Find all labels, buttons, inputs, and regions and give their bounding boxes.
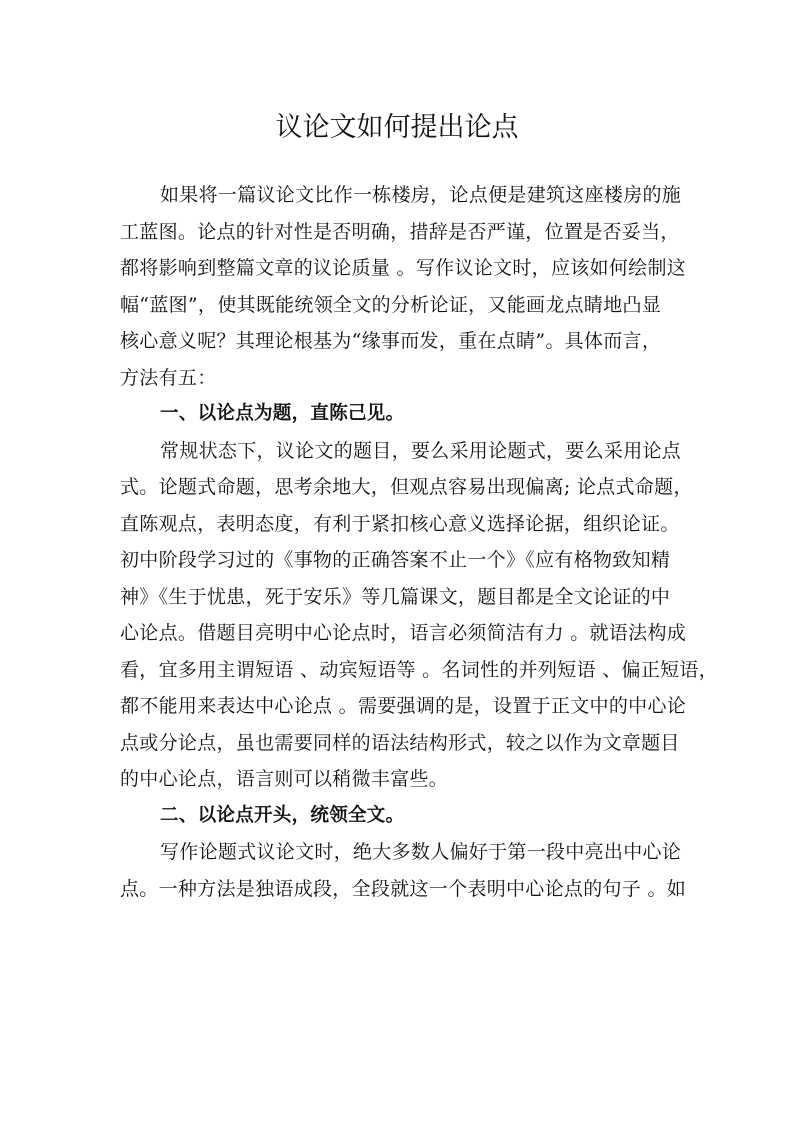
document-body	[120, 177, 719, 907]
text-line: 直陈观点，表明态度，有利于紧扣核心意义选择论据，组织论证。	[120, 512, 680, 535]
section-heading: 二、以论点开头，统领全文。	[160, 804, 405, 826]
text-line: 如果将一篇议论文比作一栋楼房，论点便是建筑这座楼房的施	[160, 184, 682, 206]
text-line: 初中阶段学习过的《事物的正确答案不止一个》《应有格物致知精	[120, 549, 671, 571]
text-line: 工蓝图。论点的针对性是否明确，措辞是否严谨，位置是否妥当，	[120, 220, 680, 243]
text-line: 式。论题式命题，思考余地大，但观点容易出现偏离; 论点式命题，	[120, 476, 693, 498]
text-line: 写作论题式议论文时，绝大多数人偏好于第一段中亮出中心论	[160, 841, 682, 863]
text-line: 都不能用来表达中心论点 。需要强调的是，设置于正文中的中心论	[120, 695, 687, 717]
paragraph-intro	[120, 177, 687, 396]
text-line: 常规状态下，议论文的题目，要么采用论题式，要么采用论点	[160, 439, 682, 462]
section-heading-1	[120, 396, 680, 433]
section-heading-2	[120, 798, 680, 835]
text-line: 心论点。借题目亮明中心论点时，语言必须简洁有力 。就语法构成	[120, 622, 687, 644]
text-line: 方法有五：	[120, 366, 217, 389]
text-line: 看，宜多用主谓短语 、动宾短语等 。名词性的并列短语 、偏正短语，	[120, 658, 719, 681]
text-line: 点或分论点，虽也需要同样的语法结构形式，较之以作为文章题目	[120, 731, 680, 754]
text-line: 都将影响到整篇文章的议论质量 。写作议论文时，应该如何绘制这	[120, 257, 687, 279]
text-line: 幅“蓝图”，使其既能统领全文的分析论证，又能画龙点睛地凸显	[120, 293, 662, 316]
paragraph-section-2	[120, 834, 687, 907]
text-line: 神》《生于忧患，死于安乐》等几篇课文，题目都是全文论证的中	[120, 585, 671, 608]
section-heading: 一、以论点为题，直陈己见。	[160, 403, 405, 424]
text-line: 点。一种方法是独语成段，全段就这一个表明中心论点的句子 。如	[120, 877, 687, 900]
paragraph-section-1	[120, 433, 719, 798]
text-line: 的中心论点，语言则可以稍微丰富些。	[120, 768, 449, 790]
text-line: 核心意义呢？其理论根基为“缘事而发，重在点睛”。具体而言，	[120, 330, 662, 352]
document-title: 议论文如何提出论点	[275, 112, 519, 143]
